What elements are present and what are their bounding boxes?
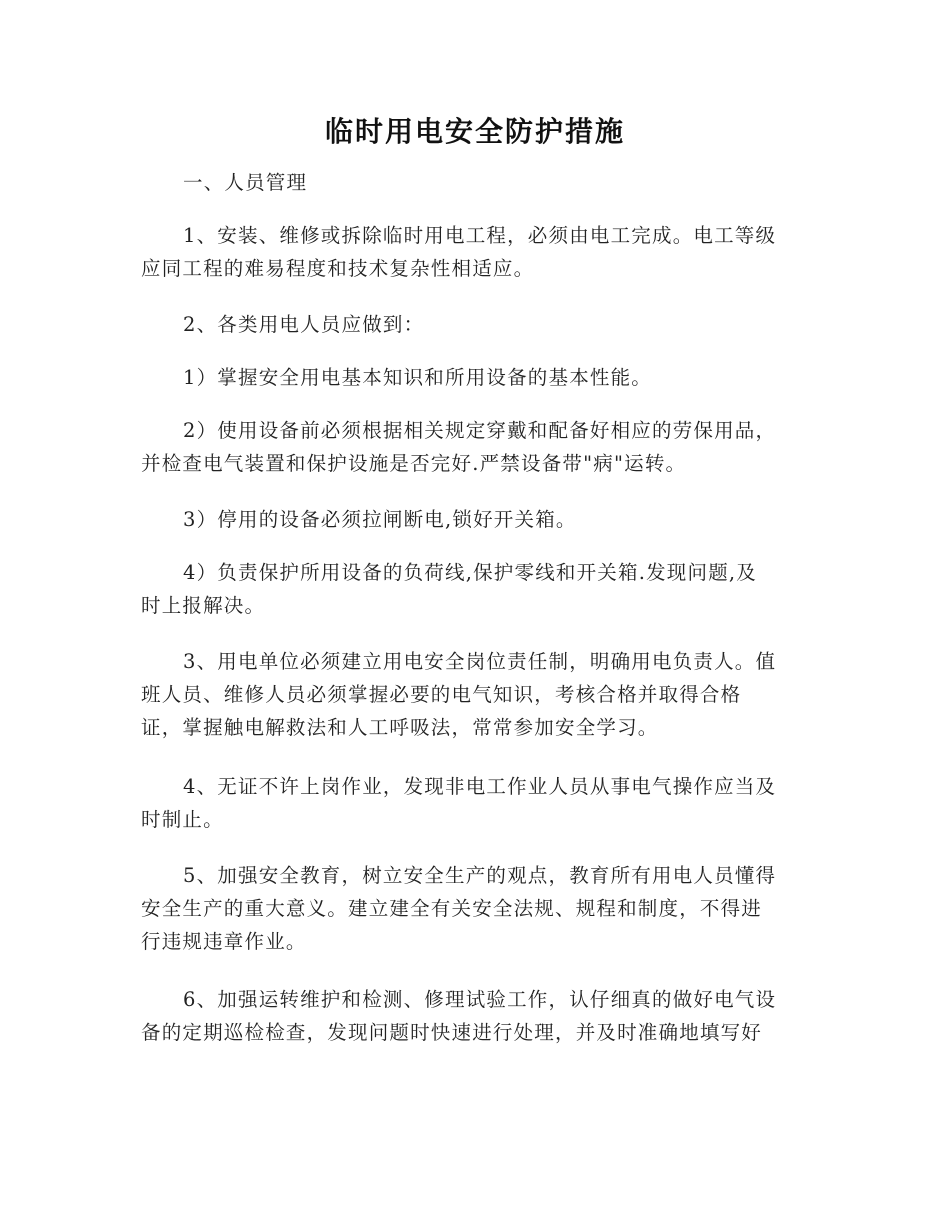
paragraph-line: 2、各类用电人员应做到： <box>183 313 425 336</box>
paragraph-item-6 <box>141 983 809 1049</box>
paragraph-line: 行违规违章作业。 <box>141 930 307 953</box>
paragraph-line: 时制止。 <box>141 808 224 831</box>
paragraph-line: 并检查电气装置和保护设施是否完好.严禁设备带"病"运转。 <box>141 452 687 475</box>
paragraph-item-1 <box>141 219 809 285</box>
paragraph-item-2 <box>141 308 809 341</box>
paragraph-subitem-4 <box>141 556 809 622</box>
paragraph-line: 3、用电单位必须建立用电安全岗位责任制，明确用电负责人。值 <box>183 650 777 673</box>
paragraph-item-4 <box>141 770 809 836</box>
section-heading-personnel <box>141 166 809 199</box>
paragraph-line: 班人员、维修人员必须掌握必要的电气知识，考核合格并取得合格 <box>141 683 742 706</box>
paragraph-line: 安全生产的重大意义。建立建全有关安全法规、规程和制度，不得进 <box>141 897 763 920</box>
paragraph-subitem-1 <box>141 361 809 394</box>
paragraph-line: 4）负责保护所用设备的负荷线,保护零线和开关箱.发现问题,及 <box>183 561 758 584</box>
document-title: 临时用电安全防护措施 <box>324 115 625 148</box>
paragraph-line: 1）掌握安全用电基本知识和所用设备的基本性能。 <box>183 366 653 389</box>
paragraph-subitem-2 <box>141 414 809 480</box>
paragraph-line: 应同工程的难易程度和技术复杂性相适应。 <box>141 257 535 280</box>
paragraph-line: 证，掌握触电解救法和人工呼吸法，常常参加安全学习。 <box>141 716 659 739</box>
paragraph-line: 5、加强安全教育，树立安全生产的观点，教育所有用电人员懂得 <box>183 864 777 887</box>
paragraph-line: 1、安装、维修或拆除临时用电工程，必须由电工完成。电工等级 <box>183 224 777 247</box>
paragraph-item-3 <box>141 645 809 744</box>
paragraph-item-5 <box>141 859 809 958</box>
paragraph-line: 备的定期巡检检查，发现问题时快速进行处理，并及时准确地填写好 <box>141 1021 763 1044</box>
paragraph-subitem-3 <box>141 503 809 536</box>
paragraph-line: 3）停用的设备必须拉闸断电,锁好开关箱。 <box>183 508 577 531</box>
paragraph-line: 6、加强运转维护和检测、修理试验工作，认仔细真的做好电气设 <box>183 988 777 1011</box>
paragraph-line: 时上报解决。 <box>141 594 266 617</box>
paragraph-line: 一、人员管理 <box>183 171 308 194</box>
paragraph-line: 2）使用设备前必须根据相关规定穿戴和配备好相应的劳保用品， <box>183 419 777 442</box>
paragraph-line: 4、无证不许上岗作业，发现非电工作业人员从事电气操作应当及 <box>183 775 777 798</box>
